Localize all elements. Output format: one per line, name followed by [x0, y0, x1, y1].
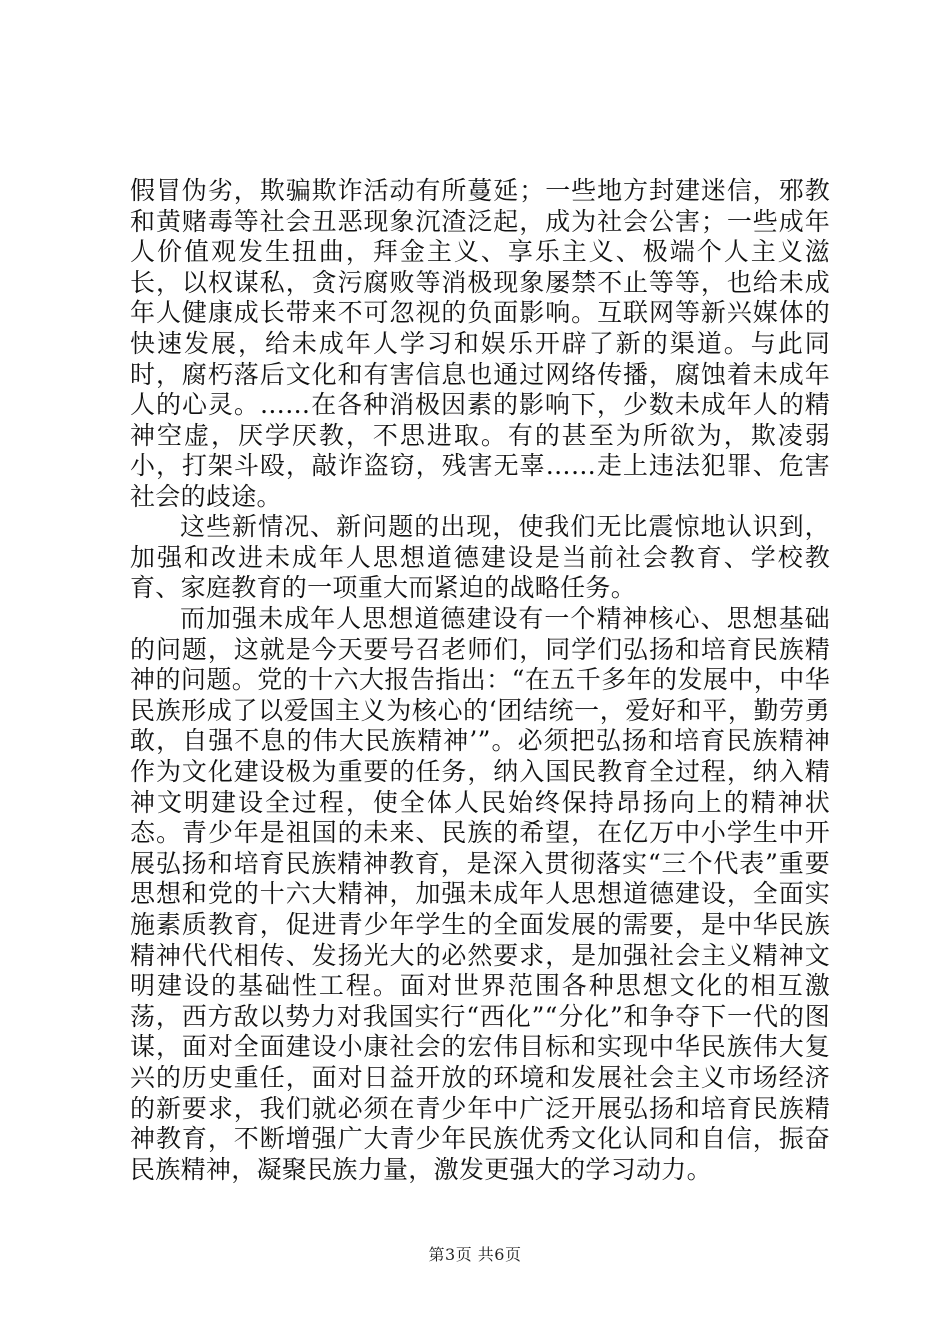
body-paragraph: 这些新情况、新问题的出现，使我们无比震惊地认识到，加强和改进未成年人思想道德建设是当前社会教育、学校教育、家庭教育的一项重大而紧迫的战略任务。: [130, 512, 830, 603]
page-number-footer: 第3页 共6页: [428, 1245, 522, 1264]
body-paragraph: 而加强未成年人思想道德建设有一个精神核心、思想基础的问题，这就是今天要号召老师们，同学们弘扬和培育民族精神的问题。党的十六大报告指出：“在五千多年的发展中，中华民族形成了以爱国主义为核心的‘团结统一，爱好和平，勤劳勇敢，自强不息的伟大民族精神’”。必须把弘扬和培育民族精神作为文化建设极为重要的任务，纳入国民教育全过程，纳入精神文明建设全过程，使全体人民始终保持昂扬向上的精神状态。青少年是祖国的未来、民族的希望，在亿万中小学生中开展弘扬和培育民族精神教育，是深入贯彻落实“三个代表”重要思想和党的十六大精神，加强未成年人思想道德建设，全面实施素质教育，促进青少年学生的全面发展的需要，是中华民族精神代代相传、发扬光大的必然要求，是加强社会主义精神文明建设的基础性工程。面对世界范围各种思想文化的相互激荡，西方敌以势力对我国实行“西化”“分化”和争夺下一代的图谋，面对全面建设小康社会的宏伟目标和实现中华民族伟大复兴的历史重任，面对日益开放的环境和发展社会主义市场经济的新要求，我们就必须在青少年中广泛开展弘扬和培育民族精神教育，不断增强广大青少年民族优秀文化认同和自信，振奋民族精神，凝聚民族力量，激发更强大的学习动力。: [130, 604, 830, 1184]
body-paragraph: 假冒伪劣，欺骗欺诈活动有所蔓延；一些地方封建迷信，邪教和黄赌毒等社会丑恶现象沉渣泛起，成为社会公害；一些成年人价值观发生扭曲，拜金主义、享乐主义、极端个人主义滋长，以权谋私，贪污腐败等消极现象屡禁不止等等，也给未成年人健康成长带来不可忽视的负面影响。互联网等新兴媒体的快速发展，给未成年人学习和娱乐开辟了新的渠道。与此同时，腐朽落后文化和有害信息也通过网络传播，腐蚀着未成年人的心灵。……在各种消极因素的影响下，少数未成年人的精神空虚，厌学厌教，不思进取。有的甚至为所欲为，欺凌弱小，打架斗殴，敲诈盗窃，残害无辜……走上违法犯罪、危害社会的歧途。: [130, 176, 830, 511]
